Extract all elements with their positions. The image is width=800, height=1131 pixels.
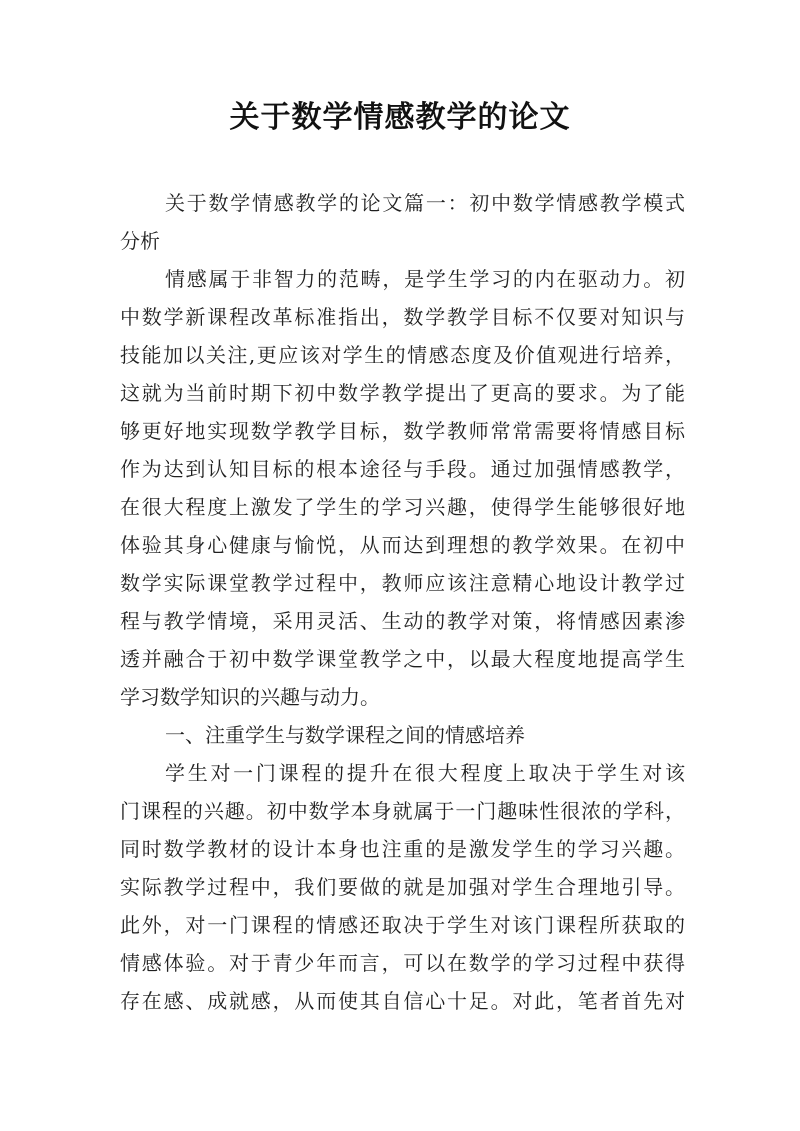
paragraph-line: 数学实际课堂教学过程中，教师应该注意精心地设计教学过: [120, 571, 685, 595]
paragraph-line: 体验其身心健康与愉悦，从而达到理想的教学效果。在初中: [120, 533, 685, 557]
paragraph-line: 学生对一门课程的提升在很大程度上取决于学生对该: [165, 761, 685, 785]
paragraph-line: 关于数学情感教学的论文篇一：初中数学情感教学模式: [165, 191, 685, 215]
paragraph-line: 实际教学过程中，我们要做的就是加强对学生合理地引导。: [120, 875, 685, 899]
document-body: [120, 184, 685, 1020]
paragraph-line: 同时数学教材的设计本身也注重的是激发学生的学习兴趣。: [120, 837, 685, 861]
section-heading: 一、注重学生与数学课程之间的情感培养: [165, 723, 525, 747]
paragraph-line: 程与教学情境，采用灵活、生动的教学对策，将情感因素渗: [120, 609, 685, 633]
document-title: 关于数学情感教学的论文: [229, 100, 571, 135]
paragraph-line: 门课程的兴趣。初中数学本身就属于一门趣味性很浓的学科，: [120, 799, 685, 823]
paragraph-line: 技能加以关注,更应该对学生的情感态度及价值观进行培养，: [120, 343, 685, 367]
paragraph-line: 作为达到认知目标的根本途径与手段。通过加强情感教学，: [120, 457, 685, 481]
paragraph-line: 在很大程度上激发了学生的学习兴趣，使得学生能够很好地: [120, 495, 685, 519]
paragraph-line: 中数学新课程改革标准指出，数学教学目标不仅要对知识与: [120, 305, 685, 329]
paragraph-line: 情感属于非智力的范畴，是学生学习的内在驱动力。初: [165, 267, 685, 291]
paragraph-line: 这就为当前时期下初中数学教学提出了更高的要求。为了能: [120, 381, 685, 405]
paragraph-line: 情感体验。对于青少年而言，可以在数学的学习过程中获得: [120, 951, 685, 975]
paragraph-line: 此外，对一门课程的情感还取决于学生对该门课程所获取的: [120, 913, 685, 937]
paragraph-line: 存在感、成就感，从而使其自信心十足。对此，笔者首先对: [120, 989, 685, 1013]
paragraph-line: 学习数学知识的兴趣与动力。: [120, 685, 380, 709]
paragraph-line: 分析: [120, 229, 160, 253]
paragraph-line: 透并融合于初中数学课堂教学之中，以最大程度地提高学生: [120, 647, 685, 671]
paragraph-line: 够更好地实现数学教学目标，数学教师常常需要将情感目标: [120, 419, 685, 443]
